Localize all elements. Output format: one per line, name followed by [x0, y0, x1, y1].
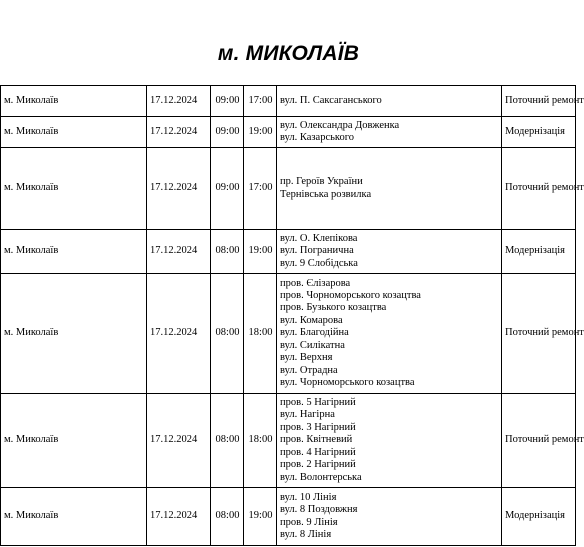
- end-time-cell: 17:00: [244, 148, 277, 230]
- date-cell: 17.12.2024: [147, 148, 211, 230]
- street-name: пров. Бузького козацтва: [280, 302, 387, 314]
- street-name: вул. Олександра Довженка: [280, 119, 400, 131]
- start-time-cell: 08:00: [211, 230, 244, 274]
- work-type-cell: Модернізація: [502, 117, 576, 148]
- start-time-cell: 08:00: [211, 394, 244, 488]
- city-cell: м. Миколаїв: [1, 394, 147, 488]
- street-name: пров. 2 Нагірний: [280, 459, 356, 471]
- table-row: [1, 86, 576, 117]
- city-cell: м. Миколаїв: [1, 86, 147, 117]
- start-time-cell: 08:00: [211, 274, 244, 394]
- street-name: вул. 9 Слобідська: [280, 257, 358, 269]
- street-name: вул. Казарського: [280, 132, 355, 143]
- table-row: [1, 394, 576, 488]
- street-name: пров. Чорноморського козацтва: [280, 290, 421, 302]
- street-name: вул. П. Саксаганського: [280, 94, 382, 106]
- date-cell: 17.12.2024: [147, 488, 211, 546]
- city-cell: м. Миколаїв: [1, 148, 147, 230]
- table-row: [1, 230, 576, 274]
- date-cell: 17.12.2024: [147, 230, 211, 274]
- streets-cell: [277, 274, 502, 394]
- date-cell: 17.12.2024: [147, 394, 211, 488]
- street-name: вул. Волонтерська: [280, 471, 362, 483]
- work-type-cell: Поточний ремонт: [502, 148, 576, 230]
- street-name: Тернівська розвилка: [280, 188, 372, 200]
- start-time-cell: 09:00: [211, 117, 244, 148]
- outage-schedule-table: [0, 85, 584, 546]
- date-cell: 17.12.2024: [147, 274, 211, 394]
- street-name: вул. Комарова: [280, 314, 343, 326]
- street-name: вул. 8 Лінія: [280, 528, 332, 540]
- street-name: вул. Отрадна: [280, 364, 338, 376]
- city-cell: м. Миколаїв: [1, 117, 147, 148]
- table-row: [1, 488, 576, 546]
- streets-cell: [277, 86, 502, 117]
- start-time-cell: 09:00: [211, 86, 244, 117]
- schedule-body: [1, 86, 584, 546]
- streets-cell: [277, 230, 502, 274]
- street-name: вул. О. Клепікова: [280, 232, 358, 244]
- street-name: пр. Героїв України: [280, 176, 363, 188]
- street-name: пров. 9 Лінія: [280, 516, 338, 528]
- street-name: вул. Погранична: [280, 245, 354, 257]
- street-name: вул. Нагірна: [280, 409, 335, 421]
- streets-cell: [277, 488, 502, 546]
- work-type-cell: Модернізація: [502, 488, 576, 546]
- city-cell: м. Миколаїв: [1, 230, 147, 274]
- street-name: вул. Силікатна: [280, 339, 345, 351]
- streets-cell: [277, 394, 502, 488]
- street-name: пров. 3 Нагірний: [280, 421, 356, 433]
- work-type-cell: Поточний ремонт: [502, 274, 576, 394]
- street-name: пров. Єлізарова: [280, 277, 351, 289]
- work-type-cell: Поточний ремонт: [502, 394, 576, 488]
- street-name: вул. Благодійна: [280, 327, 349, 339]
- end-time-cell: 19:00: [244, 230, 277, 274]
- table-row: [1, 274, 576, 394]
- street-name: пров. Квітневий: [280, 434, 353, 446]
- street-name: вул. 8 Поздовжня: [280, 504, 358, 516]
- street-name: пров. 4 Нагірний: [280, 446, 356, 458]
- street-name: пров. 5 Нагірний: [280, 397, 356, 409]
- page-title: м. МИКОЛАЇВ: [217, 42, 360, 65]
- work-type-cell: Модернізація: [502, 230, 576, 274]
- streets-cell: [277, 117, 502, 148]
- city-cell: м. Миколаїв: [1, 488, 147, 546]
- end-time-cell: 19:00: [244, 117, 277, 148]
- date-cell: 17.12.2024: [147, 117, 211, 148]
- street-name: вул. 10 Лінія: [280, 491, 337, 503]
- end-time-cell: 17:00: [244, 86, 277, 117]
- work-type-cell: Поточний ремонт: [502, 86, 576, 117]
- end-time-cell: 18:00: [244, 274, 277, 394]
- street-name: вул. Чорноморського козацтва: [280, 376, 415, 388]
- start-time-cell: 09:00: [211, 148, 244, 230]
- table-row: [1, 148, 576, 230]
- streets-cell: [277, 148, 502, 230]
- table-row: [1, 117, 576, 148]
- start-time-cell: 08:00: [211, 488, 244, 546]
- city-cell: м. Миколаїв: [1, 274, 147, 394]
- end-time-cell: 19:00: [244, 488, 277, 546]
- end-time-cell: 18:00: [244, 394, 277, 488]
- date-cell: 17.12.2024: [147, 86, 211, 117]
- street-name: вул. Верхня: [280, 352, 333, 364]
